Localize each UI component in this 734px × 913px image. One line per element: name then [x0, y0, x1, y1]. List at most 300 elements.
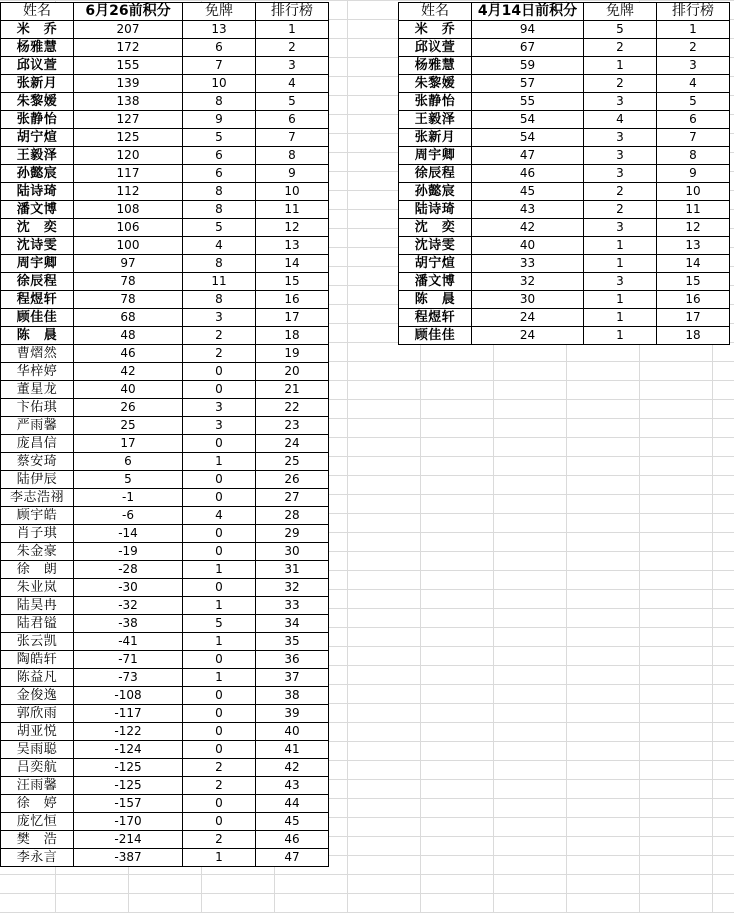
cell-free[interactable]: 1 [584, 237, 657, 255]
cell-name[interactable]: 陈 晨 [399, 291, 472, 309]
cell-name[interactable]: 周宇卿 [399, 147, 472, 165]
cell-rank[interactable]: 2 [657, 39, 730, 57]
cell-free[interactable]: 8 [183, 255, 256, 273]
cell-rank[interactable]: 10 [657, 183, 730, 201]
cell-name[interactable]: 樊 浩 [1, 831, 74, 849]
cell-score[interactable]: 6 [74, 453, 183, 471]
cell-score[interactable]: 125 [74, 129, 183, 147]
cell-name[interactable]: 朱金豪 [1, 543, 74, 561]
cell-free[interactable]: 3 [584, 165, 657, 183]
cell-name[interactable]: 庞昌信 [1, 435, 74, 453]
cell-rank[interactable]: 34 [256, 615, 329, 633]
table-row [1, 309, 329, 327]
cell-rank[interactable]: 12 [657, 219, 730, 237]
cell-rank[interactable]: 39 [256, 705, 329, 723]
cell-name[interactable]: 程煜轩 [1, 291, 74, 309]
header-free[interactable]: 免牌 [584, 3, 657, 21]
cell-score[interactable]: -6 [74, 507, 183, 525]
cell-rank[interactable]: 6 [256, 111, 329, 129]
cell-score[interactable]: 45 [472, 183, 584, 201]
cell-score[interactable]: 139 [74, 75, 183, 93]
cell-name[interactable]: 徐 婷 [1, 795, 74, 813]
cell-score[interactable]: 47 [472, 147, 584, 165]
cell-name[interactable]: 米 乔 [1, 21, 74, 39]
cell-free[interactable]: 0 [183, 363, 256, 381]
cell-name[interactable]: 胡宁煊 [399, 255, 472, 273]
cell-rank[interactable]: 26 [256, 471, 329, 489]
cell-rank[interactable]: 16 [256, 291, 329, 309]
cell-score[interactable]: -125 [74, 759, 183, 777]
cell-free[interactable]: 0 [183, 543, 256, 561]
cell-score[interactable]: 67 [472, 39, 584, 57]
cell-rank[interactable]: 29 [256, 525, 329, 543]
cell-score[interactable]: -125 [74, 777, 183, 795]
cell-free[interactable]: 5 [183, 219, 256, 237]
cell-score[interactable]: -38 [74, 615, 183, 633]
cell-name[interactable]: 汪雨馨 [1, 777, 74, 795]
cell-score[interactable]: 68 [74, 309, 183, 327]
cell-name[interactable]: 吴雨聪 [1, 741, 74, 759]
cell-name[interactable]: 金俊逸 [1, 687, 74, 705]
cell-name[interactable]: 陈益凡 [1, 669, 74, 687]
cell-free[interactable]: 11 [183, 273, 256, 291]
table-row [1, 795, 329, 813]
cell-free[interactable]: 1 [183, 849, 256, 867]
table-row [399, 75, 730, 93]
cell-free[interactable]: 0 [183, 525, 256, 543]
cell-rank[interactable]: 23 [256, 417, 329, 435]
table-row [1, 399, 329, 417]
cell-free[interactable]: 9 [183, 111, 256, 129]
cell-name[interactable]: 徐辰程 [1, 273, 74, 291]
cell-name[interactable]: 李志浩祤 [1, 489, 74, 507]
cell-name[interactable]: 郭欣雨 [1, 705, 74, 723]
cell-score[interactable]: 24 [472, 309, 584, 327]
cell-rank[interactable]: 44 [256, 795, 329, 813]
cell-score[interactable]: -1 [74, 489, 183, 507]
cell-name[interactable]: 陆伊辰 [1, 471, 74, 489]
cell-rank[interactable]: 36 [256, 651, 329, 669]
cell-free[interactable]: 3 [584, 93, 657, 111]
cell-rank[interactable]: 14 [657, 255, 730, 273]
cell-free[interactable]: 1 [584, 57, 657, 75]
cell-free[interactable]: 2 [183, 759, 256, 777]
table-row [399, 219, 730, 237]
cell-score[interactable]: 120 [74, 147, 183, 165]
cell-score[interactable]: -41 [74, 633, 183, 651]
table-row [1, 75, 329, 93]
cell-score[interactable]: 59 [472, 57, 584, 75]
cell-score[interactable]: -19 [74, 543, 183, 561]
cell-free[interactable]: 2 [183, 345, 256, 363]
header-score[interactable]: 4月14日前积分 [472, 3, 584, 21]
cell-free[interactable]: 1 [183, 453, 256, 471]
table-row [399, 21, 730, 39]
cell-free[interactable]: 8 [183, 93, 256, 111]
header-free[interactable]: 免牌 [183, 3, 256, 21]
cell-rank[interactable]: 14 [256, 255, 329, 273]
cell-name[interactable]: 庞忆恒 [1, 813, 74, 831]
cell-rank[interactable]: 8 [256, 147, 329, 165]
cell-free[interactable]: 0 [183, 579, 256, 597]
cell-name[interactable]: 程煜轩 [399, 309, 472, 327]
table-row [399, 309, 730, 327]
cell-rank[interactable]: 42 [256, 759, 329, 777]
cell-rank[interactable]: 13 [256, 237, 329, 255]
cell-score[interactable]: 30 [472, 291, 584, 309]
cell-score[interactable]: 117 [74, 165, 183, 183]
cell-free[interactable]: 0 [183, 489, 256, 507]
table-row [1, 255, 329, 273]
cell-score[interactable]: 57 [472, 75, 584, 93]
cell-name[interactable]: 张云凯 [1, 633, 74, 651]
cell-name[interactable]: 陶皓轩 [1, 651, 74, 669]
cell-name[interactable]: 潘文博 [1, 201, 74, 219]
cell-free[interactable]: 6 [183, 147, 256, 165]
table-row [1, 417, 329, 435]
cell-rank[interactable]: 41 [256, 741, 329, 759]
cell-rank[interactable]: 7 [256, 129, 329, 147]
cell-rank[interactable]: 9 [256, 165, 329, 183]
cell-name[interactable]: 董星龙 [1, 381, 74, 399]
table-row [1, 687, 329, 705]
cell-name[interactable]: 孙懿宸 [1, 165, 74, 183]
cell-name[interactable]: 华梓婷 [1, 363, 74, 381]
cell-score[interactable]: 5 [74, 471, 183, 489]
cell-rank[interactable]: 10 [256, 183, 329, 201]
cell-free[interactable]: 7 [183, 57, 256, 75]
cell-name[interactable]: 张新月 [399, 129, 472, 147]
cell-name[interactable]: 陈 晨 [1, 327, 74, 345]
cell-name[interactable]: 沈诗雯 [399, 237, 472, 255]
cell-free[interactable]: 1 [183, 597, 256, 615]
table-row [1, 669, 329, 687]
table-row [399, 183, 730, 201]
cell-name[interactable]: 张新月 [1, 75, 74, 93]
cell-free[interactable]: 8 [183, 201, 256, 219]
cell-rank[interactable]: 47 [256, 849, 329, 867]
cell-rank[interactable]: 45 [256, 813, 329, 831]
cell-free[interactable]: 2 [584, 75, 657, 93]
cell-score[interactable]: -122 [74, 723, 183, 741]
cell-score[interactable]: 42 [74, 363, 183, 381]
cell-score[interactable]: 43 [472, 201, 584, 219]
cell-name[interactable]: 蔡安琦 [1, 453, 74, 471]
header-rank[interactable]: 排行榜 [657, 3, 730, 21]
table-row [399, 111, 730, 129]
cell-score[interactable]: 42 [472, 219, 584, 237]
cell-rank[interactable]: 16 [657, 291, 730, 309]
cell-rank[interactable]: 35 [256, 633, 329, 651]
cell-score[interactable]: -170 [74, 813, 183, 831]
cell-free[interactable]: 6 [183, 39, 256, 57]
cell-free[interactable]: 8 [183, 291, 256, 309]
cell-rank[interactable]: 21 [256, 381, 329, 399]
table-row [1, 579, 329, 597]
cell-rank[interactable]: 9 [657, 165, 730, 183]
cell-name[interactable]: 沈诗雯 [1, 237, 74, 255]
cell-rank[interactable]: 33 [256, 597, 329, 615]
cell-free[interactable]: 1 [584, 255, 657, 273]
cell-free[interactable]: 4 [183, 237, 256, 255]
cell-free[interactable]: 4 [183, 507, 256, 525]
cell-free[interactable]: 2 [584, 183, 657, 201]
cell-score[interactable]: -124 [74, 741, 183, 759]
cell-free[interactable]: 3 [183, 399, 256, 417]
cell-score[interactable]: -387 [74, 849, 183, 867]
cell-score[interactable]: 78 [74, 273, 183, 291]
cell-free[interactable]: 0 [183, 687, 256, 705]
cell-name[interactable]: 徐辰程 [399, 165, 472, 183]
cell-name[interactable]: 卞佑琪 [1, 399, 74, 417]
cell-score[interactable]: 207 [74, 21, 183, 39]
cell-free[interactable]: 6 [183, 165, 256, 183]
cell-rank[interactable]: 3 [657, 57, 730, 75]
cell-rank[interactable]: 25 [256, 453, 329, 471]
cell-free[interactable]: 1 [183, 633, 256, 651]
cell-free[interactable]: 1 [584, 291, 657, 309]
cell-name[interactable]: 吕奕航 [1, 759, 74, 777]
table-row [399, 327, 730, 345]
cell-rank[interactable]: 37 [256, 669, 329, 687]
cell-score[interactable]: -157 [74, 795, 183, 813]
table-row [1, 525, 329, 543]
cell-score[interactable]: 24 [472, 327, 584, 345]
cell-free[interactable]: 0 [183, 705, 256, 723]
cell-rank[interactable]: 2 [256, 39, 329, 57]
cell-rank[interactable]: 1 [256, 21, 329, 39]
cell-score[interactable]: 25 [74, 417, 183, 435]
cell-rank[interactable]: 5 [657, 93, 730, 111]
cell-name[interactable]: 顾佳佳 [399, 327, 472, 345]
cell-free[interactable]: 8 [183, 183, 256, 201]
cell-name[interactable]: 邱议萱 [399, 39, 472, 57]
cell-name[interactable]: 张静怡 [1, 111, 74, 129]
cell-free[interactable]: 2 [183, 327, 256, 345]
header-name[interactable]: 姓名 [1, 3, 74, 21]
cell-name[interactable]: 陆昊冉 [1, 597, 74, 615]
cell-name[interactable]: 朱业岚 [1, 579, 74, 597]
cell-free[interactable]: 3 [183, 417, 256, 435]
cell-name[interactable]: 陆诗琦 [1, 183, 74, 201]
cell-free[interactable]: 0 [183, 471, 256, 489]
cell-free[interactable]: 3 [584, 273, 657, 291]
cell-score[interactable]: -28 [74, 561, 183, 579]
cell-free[interactable]: 3 [584, 147, 657, 165]
cell-name[interactable]: 朱黎嫒 [1, 93, 74, 111]
cell-name[interactable]: 顾宇皓 [1, 507, 74, 525]
table-row [1, 489, 329, 507]
cell-name[interactable]: 陆诗琦 [399, 201, 472, 219]
cell-free[interactable]: 2 [183, 831, 256, 849]
cell-rank[interactable]: 6 [657, 111, 730, 129]
cell-free[interactable]: 1 [584, 309, 657, 327]
cell-name[interactable]: 沈 奕 [1, 219, 74, 237]
table-row [1, 165, 329, 183]
cell-score[interactable]: 40 [74, 381, 183, 399]
cell-score[interactable]: 48 [74, 327, 183, 345]
cell-score[interactable]: 97 [74, 255, 183, 273]
cell-name[interactable]: 张静怡 [399, 93, 472, 111]
cell-name[interactable]: 邱议萱 [1, 57, 74, 75]
cell-name[interactable]: 潘文博 [399, 273, 472, 291]
cell-score[interactable]: 46 [472, 165, 584, 183]
table-row [1, 597, 329, 615]
table-row [1, 849, 329, 867]
cell-rank[interactable]: 18 [256, 327, 329, 345]
table-row [399, 93, 730, 111]
cell-name[interactable]: 杨雅慧 [399, 57, 472, 75]
cell-score[interactable]: -73 [74, 669, 183, 687]
cell-score[interactable]: -32 [74, 597, 183, 615]
cell-score[interactable]: 40 [472, 237, 584, 255]
cell-rank[interactable]: 13 [657, 237, 730, 255]
cell-name[interactable]: 肖子琪 [1, 525, 74, 543]
cell-rank[interactable]: 15 [256, 273, 329, 291]
cell-rank[interactable]: 4 [657, 75, 730, 93]
cell-free[interactable]: 5 [183, 129, 256, 147]
cell-score[interactable]: 26 [74, 399, 183, 417]
cell-rank[interactable]: 24 [256, 435, 329, 453]
cell-rank[interactable]: 31 [256, 561, 329, 579]
cell-free[interactable]: 0 [183, 381, 256, 399]
cell-free[interactable]: 0 [183, 651, 256, 669]
cell-name[interactable]: 顾佳佳 [1, 309, 74, 327]
cell-free[interactable]: 5 [584, 21, 657, 39]
cell-rank[interactable]: 3 [256, 57, 329, 75]
cell-rank[interactable]: 18 [657, 327, 730, 345]
header-score[interactable]: 6月26前积分 [74, 3, 183, 21]
cell-score[interactable]: 100 [74, 237, 183, 255]
cell-rank[interactable]: 7 [657, 129, 730, 147]
cell-score[interactable]: 112 [74, 183, 183, 201]
cell-name[interactable]: 胡亚悦 [1, 723, 74, 741]
cell-rank[interactable]: 8 [657, 147, 730, 165]
cell-free[interactable]: 13 [183, 21, 256, 39]
table-row [1, 633, 329, 651]
cell-name[interactable]: 王毅泽 [1, 147, 74, 165]
cell-free[interactable]: 4 [584, 111, 657, 129]
cell-free[interactable]: 3 [183, 309, 256, 327]
table-row [1, 237, 329, 255]
header-rank[interactable]: 排行榜 [256, 3, 329, 21]
cell-score[interactable]: 172 [74, 39, 183, 57]
cell-free[interactable]: 0 [183, 813, 256, 831]
cell-name[interactable]: 王毅泽 [399, 111, 472, 129]
cell-free[interactable]: 5 [183, 615, 256, 633]
cell-score[interactable]: 33 [472, 255, 584, 273]
cell-free[interactable]: 2 [584, 39, 657, 57]
cell-score[interactable]: -108 [74, 687, 183, 705]
cell-score[interactable]: 106 [74, 219, 183, 237]
cell-free[interactable]: 1 [584, 327, 657, 345]
cell-rank[interactable]: 19 [256, 345, 329, 363]
cell-rank[interactable]: 40 [256, 723, 329, 741]
cell-score[interactable]: 94 [472, 21, 584, 39]
table-row [1, 147, 329, 165]
cell-rank[interactable]: 43 [256, 777, 329, 795]
cell-free[interactable]: 2 [584, 201, 657, 219]
cell-score[interactable]: 127 [74, 111, 183, 129]
cell-score[interactable]: -30 [74, 579, 183, 597]
cell-free[interactable]: 3 [584, 129, 657, 147]
cell-free[interactable]: 0 [183, 723, 256, 741]
cell-rank[interactable]: 11 [657, 201, 730, 219]
cell-score[interactable]: -14 [74, 525, 183, 543]
header-name[interactable]: 姓名 [399, 3, 472, 21]
cell-score[interactable]: 78 [74, 291, 183, 309]
table-row [399, 147, 730, 165]
cell-score[interactable]: 155 [74, 57, 183, 75]
cell-rank[interactable]: 12 [256, 219, 329, 237]
cell-free[interactable]: 0 [183, 741, 256, 759]
cell-rank[interactable]: 30 [256, 543, 329, 561]
cell-score[interactable]: 55 [472, 93, 584, 111]
cell-score[interactable]: 108 [74, 201, 183, 219]
cell-rank[interactable]: 27 [256, 489, 329, 507]
cell-name[interactable]: 陆君镒 [1, 615, 74, 633]
cell-score[interactable]: -214 [74, 831, 183, 849]
cell-rank[interactable]: 28 [256, 507, 329, 525]
cell-rank[interactable]: 38 [256, 687, 329, 705]
cell-score[interactable]: 138 [74, 93, 183, 111]
cell-score[interactable]: 46 [74, 345, 183, 363]
cell-name[interactable]: 胡宁煊 [1, 129, 74, 147]
cell-name[interactable]: 严雨馨 [1, 417, 74, 435]
table-row [1, 345, 329, 363]
cell-name[interactable]: 徐 朗 [1, 561, 74, 579]
cell-score[interactable]: 17 [74, 435, 183, 453]
cell-name[interactable]: 杨雅慧 [1, 39, 74, 57]
cell-rank[interactable]: 4 [256, 75, 329, 93]
cell-free[interactable]: 10 [183, 75, 256, 93]
cell-rank[interactable]: 15 [657, 273, 730, 291]
cell-rank[interactable]: 20 [256, 363, 329, 381]
table-row [1, 183, 329, 201]
cell-score[interactable]: 54 [472, 129, 584, 147]
cell-name[interactable]: 朱黎嫒 [399, 75, 472, 93]
cell-name[interactable]: 周宇卿 [1, 255, 74, 273]
cell-name[interactable]: 孙懿宸 [399, 183, 472, 201]
table-row [399, 57, 730, 75]
cell-name[interactable]: 沈 奕 [399, 219, 472, 237]
cell-free[interactable]: 2 [183, 777, 256, 795]
cell-rank[interactable]: 17 [657, 309, 730, 327]
cell-rank[interactable]: 1 [657, 21, 730, 39]
cell-free[interactable]: 0 [183, 435, 256, 453]
cell-free[interactable]: 1 [183, 561, 256, 579]
cell-rank[interactable]: 32 [256, 579, 329, 597]
cell-rank[interactable]: 17 [256, 309, 329, 327]
cell-rank[interactable]: 46 [256, 831, 329, 849]
table-row [1, 273, 329, 291]
cell-free[interactable]: 0 [183, 795, 256, 813]
cell-score[interactable]: -117 [74, 705, 183, 723]
cell-rank[interactable]: 11 [256, 201, 329, 219]
cell-free[interactable]: 1 [183, 669, 256, 687]
cell-score[interactable]: 32 [472, 273, 584, 291]
cell-name[interactable]: 米 乔 [399, 21, 472, 39]
cell-score[interactable]: -71 [74, 651, 183, 669]
table-row [1, 129, 329, 147]
table-row [399, 129, 730, 147]
cell-score[interactable]: 54 [472, 111, 584, 129]
cell-name[interactable]: 曹熠然 [1, 345, 74, 363]
cell-name[interactable]: 李永言 [1, 849, 74, 867]
cell-rank[interactable]: 5 [256, 93, 329, 111]
cell-free[interactable]: 3 [584, 219, 657, 237]
cell-rank[interactable]: 22 [256, 399, 329, 417]
